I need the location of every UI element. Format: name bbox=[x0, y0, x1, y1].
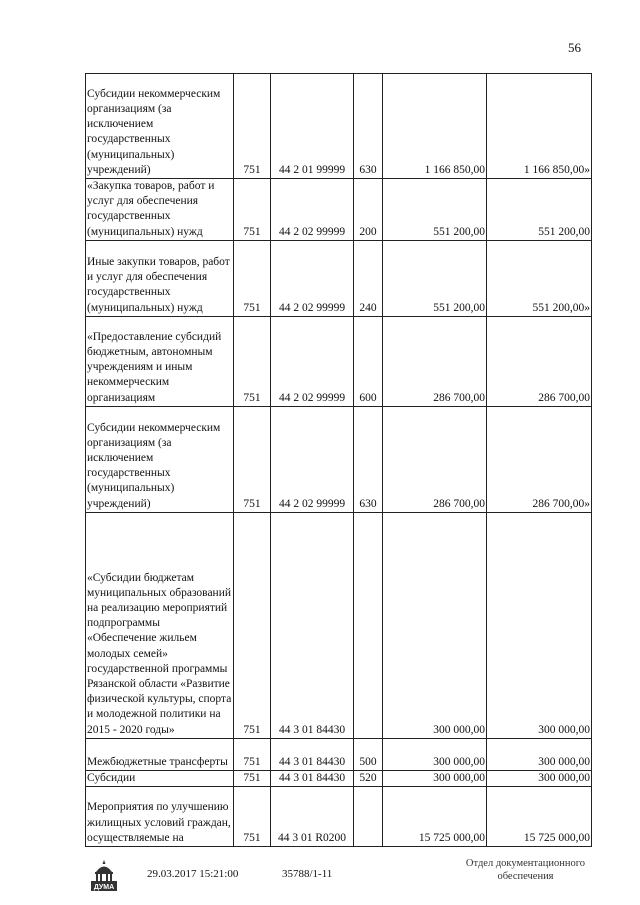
row-ministry: 751 bbox=[234, 240, 271, 316]
row-ministry: 751 bbox=[234, 316, 271, 406]
row-ministry: 751 bbox=[234, 770, 271, 786]
row-ministry: 751 bbox=[234, 787, 271, 847]
row-target: 44 2 02 99999 bbox=[271, 316, 354, 406]
table-row bbox=[86, 316, 592, 406]
row-type: 600 bbox=[354, 316, 383, 406]
table-row bbox=[86, 770, 592, 786]
row-sum1: 551 200,00 bbox=[383, 240, 487, 316]
row-sum2: 15 725 000,00 bbox=[487, 787, 592, 847]
row-name: Мероприятия по улучшению жилищных условий граждан, осуществляемые на bbox=[86, 787, 234, 847]
stamp-line-2: обеспечения bbox=[497, 871, 554, 882]
row-target: 44 2 01 99999 bbox=[271, 74, 354, 179]
budget-table bbox=[85, 73, 592, 847]
row-type: 500 bbox=[354, 738, 383, 770]
row-sum2: 286 700,00» bbox=[487, 406, 592, 512]
table-row bbox=[86, 738, 592, 770]
row-name: «Субсидии бюджетам муниципальных образований на реализацию мероприятий подпрограммы «Обеспечение жильем молодых семей» государственной программы Рязанской области «Развитие физической культуры, спорта и молодежной политики на 2015 - 2020 годы» bbox=[86, 512, 234, 738]
row-sum1: 300 000,00 bbox=[383, 770, 487, 786]
table-row bbox=[86, 787, 592, 847]
row-sum1: 1 166 850,00 bbox=[383, 74, 487, 179]
row-name: Субсидии bbox=[86, 770, 234, 786]
row-type: 200 bbox=[354, 179, 383, 241]
table-row bbox=[86, 74, 592, 179]
row-target: 44 3 01 R0200 bbox=[271, 787, 354, 847]
row-target: 44 2 02 99999 bbox=[271, 406, 354, 512]
row-ministry: 751 bbox=[234, 74, 271, 179]
row-sum1: 286 700,00 bbox=[383, 316, 487, 406]
row-type bbox=[354, 512, 383, 738]
row-sum2: 551 200,00» bbox=[487, 240, 592, 316]
row-sum2: 1 166 850,00» bbox=[487, 74, 592, 179]
row-sum2: 300 000,00 bbox=[487, 738, 592, 770]
table-row bbox=[86, 406, 592, 512]
row-sum2: 286 700,00 bbox=[487, 316, 592, 406]
row-sum1: 551 200,00 bbox=[383, 179, 487, 241]
duma-emblem-icon bbox=[86, 858, 122, 892]
row-name: Субсидии некоммерческим организациям (за исключением государственных (муниципальных) учреждений) bbox=[86, 406, 234, 512]
footer-doc-number: 35788/1-11 bbox=[282, 868, 333, 880]
row-sum1: 15 725 000,00 bbox=[383, 787, 487, 847]
row-sum2: 300 000,00 bbox=[487, 512, 592, 738]
row-sum1: 300 000,00 bbox=[383, 512, 487, 738]
row-ministry: 751 bbox=[234, 406, 271, 512]
row-target: 44 3 01 84430 bbox=[271, 738, 354, 770]
table-row bbox=[86, 512, 592, 738]
table-row bbox=[86, 179, 592, 241]
row-name: Иные закупки товаров, работ и услуг для обеспечения государственных (муниципальных) нужд bbox=[86, 240, 234, 316]
row-target: 44 2 02 99999 bbox=[271, 179, 354, 241]
department-stamp bbox=[453, 857, 598, 883]
row-type: 630 bbox=[354, 74, 383, 179]
emblem-caption: ДУМА bbox=[93, 884, 115, 891]
row-type bbox=[354, 787, 383, 847]
row-ministry: 751 bbox=[234, 179, 271, 241]
row-name: «Закупка товаров, работ и услуг для обеспечения государственных (муниципальных) нужд bbox=[86, 179, 234, 241]
row-type: 240 bbox=[354, 240, 383, 316]
row-target: 44 2 02 99999 bbox=[271, 240, 354, 316]
row-name: «Предоставление субсидий бюджетным, автономным учреждениям и иным некоммерческим организациям bbox=[86, 316, 234, 406]
row-name: Субсидии некоммерческим организациям (за исключением государственных (муниципальных) учреждений) bbox=[86, 74, 234, 179]
footer-datetime: 29.03.2017 15:21:00 bbox=[147, 868, 239, 880]
row-type: 520 bbox=[354, 770, 383, 786]
row-sum1: 286 700,00 bbox=[383, 406, 487, 512]
row-type: 630 bbox=[354, 406, 383, 512]
row-name: Межбюджетные трансферты bbox=[86, 738, 234, 770]
row-ministry: 751 bbox=[234, 738, 271, 770]
row-target: 44 3 01 84430 bbox=[271, 770, 354, 786]
row-sum1: 300 000,00 bbox=[383, 738, 487, 770]
row-ministry: 751 bbox=[234, 512, 271, 738]
row-sum2: 300 000,00 bbox=[487, 770, 592, 786]
page-number: 56 bbox=[568, 40, 581, 55]
row-target: 44 3 01 84430 bbox=[271, 512, 354, 738]
row-sum2: 551 200,00 bbox=[487, 179, 592, 241]
table-row bbox=[86, 240, 592, 316]
page-footer bbox=[0, 855, 640, 895]
stamp-line-1: Отдел документационного bbox=[465, 858, 586, 869]
